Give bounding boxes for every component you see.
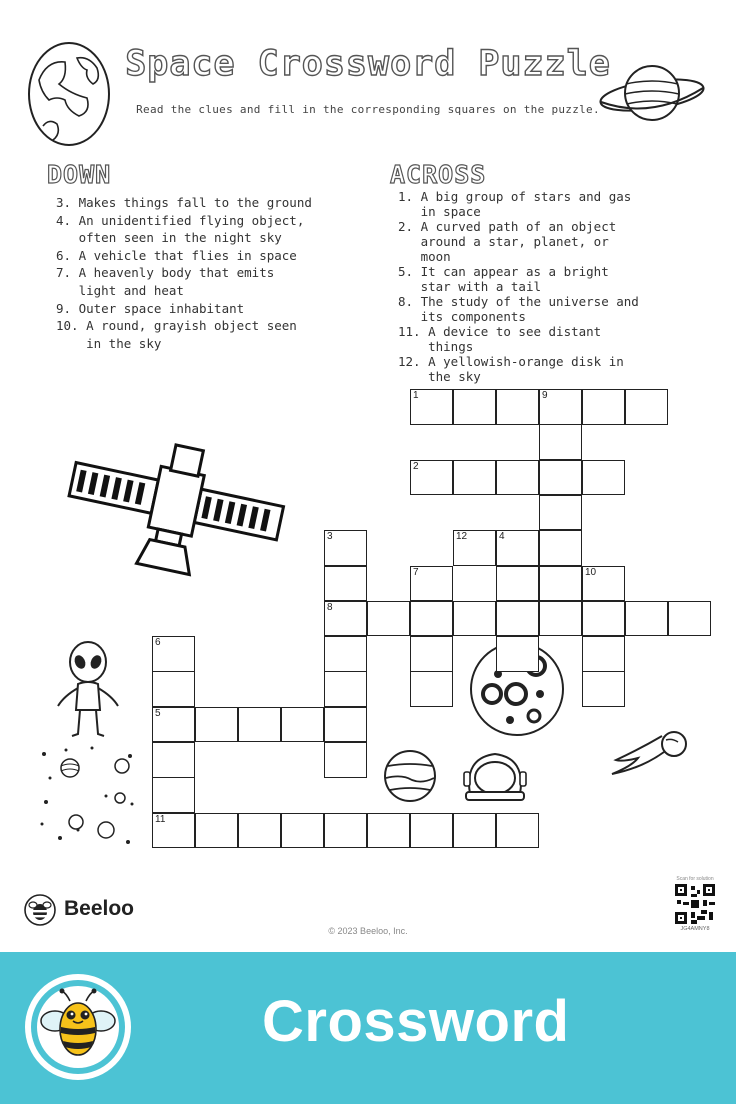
cell-number: 11 <box>155 813 166 825</box>
cell-number: 1 <box>413 390 419 401</box>
bee-mascot-icon <box>22 971 134 1083</box>
cell-number: 6 <box>155 637 161 649</box>
crossword-cell[interactable] <box>539 530 582 566</box>
crossword-cell[interactable] <box>496 389 539 425</box>
cell-number: 4 <box>499 531 505 543</box>
down-clue-9 <box>56 300 318 318</box>
clue-number: 12. <box>398 354 421 369</box>
crossword-cell[interactable] <box>152 813 195 849</box>
qr-code-icon[interactable] <box>675 884 715 924</box>
down-clue-4 <box>56 212 318 247</box>
crossword-cell[interactable] <box>496 460 539 496</box>
cell-number: 3 <box>327 531 333 543</box>
clue-number: 5. <box>398 264 414 279</box>
crossword-cell[interactable] <box>367 601 410 637</box>
crossword-cell[interactable] <box>324 636 367 672</box>
clue-number: 3. <box>56 195 72 210</box>
qr-code-text: JG4AMNY8 <box>680 926 710 932</box>
clue-number: 1. <box>398 189 414 204</box>
crossword-cell[interactable] <box>453 530 496 566</box>
stars-cluster-icon <box>36 744 140 848</box>
crossword-cell[interactable] <box>281 813 324 849</box>
crossword-cell[interactable] <box>152 707 195 743</box>
crossword-cell[interactable] <box>539 460 582 496</box>
crossword-cell[interactable] <box>582 460 625 496</box>
across-clue-12 <box>398 354 646 384</box>
across-clue-5 <box>398 264 646 294</box>
crossword-cell[interactable] <box>539 495 582 531</box>
down-clue-list <box>56 194 318 352</box>
cell-number: 10 <box>585 566 597 578</box>
crossword-cell[interactable] <box>453 389 496 425</box>
crossword-cell[interactable] <box>496 566 539 602</box>
crossword-cell[interactable] <box>625 601 668 637</box>
crossword-cell[interactable] <box>152 742 195 778</box>
crossword-cell[interactable] <box>238 813 281 849</box>
crossword-cell[interactable] <box>324 671 367 707</box>
clue-text: A yellowish-orange disk in the sky <box>428 354 624 384</box>
page-title: Space Crossword Puzzle <box>125 44 611 84</box>
crossword-cell[interactable] <box>496 530 539 566</box>
crossword-cell[interactable] <box>496 601 539 637</box>
striped-planet-icon <box>382 748 438 804</box>
page-subtitle: Read the clues and fill in the corresponding squares on the puzzle. <box>136 103 600 116</box>
crossword-cell[interactable] <box>582 389 625 425</box>
crossword-cell[interactable] <box>367 813 410 849</box>
across-clue-list <box>398 189 646 384</box>
cell-number: 12 <box>456 531 468 543</box>
cell-number: 8 <box>327 601 333 613</box>
clue-text: It can appear as a bright star with a tail <box>420 264 609 294</box>
across-clue-1 <box>398 189 646 219</box>
crossword-cell[interactable] <box>582 636 625 672</box>
clue-text: Outer space inhabitant <box>78 300 245 316</box>
cell-number: 7 <box>413 566 419 578</box>
down-clue-6 <box>56 247 318 265</box>
across-heading: ACROSS <box>390 160 487 189</box>
crossword-cell[interactable] <box>152 671 195 707</box>
helmet-icon <box>462 748 528 804</box>
crossword-cell[interactable] <box>582 601 625 637</box>
clue-text: A round, grayish object seen in the sky <box>86 318 297 351</box>
crossword-cell[interactable] <box>238 707 281 743</box>
crossword-cell[interactable] <box>324 566 367 602</box>
crossword-cell[interactable] <box>195 707 238 743</box>
across-clue-8 <box>398 294 646 324</box>
across-clue-2 <box>398 219 646 264</box>
across-clue-11 <box>398 324 646 354</box>
crossword-cell[interactable] <box>152 777 195 813</box>
crossword-cell[interactable] <box>324 742 367 778</box>
clue-number: 6. <box>56 247 72 263</box>
crossword-cell[interactable] <box>152 636 195 672</box>
copyright-text: © 2023 Beeloo, Inc. <box>328 926 408 936</box>
clue-text: A big group of stars and gas in space <box>420 189 632 219</box>
crossword-cell[interactable] <box>410 671 453 707</box>
clue-number: 7. <box>56 265 72 281</box>
crossword-cell[interactable] <box>410 566 453 602</box>
crossword-cell[interactable] <box>324 707 367 743</box>
clue-text: A curved path of an object around a star, planet, or moon <box>420 219 617 264</box>
crossword-cell[interactable] <box>582 671 625 707</box>
beeloo-logo-icon <box>24 894 56 926</box>
clue-text: A device to see distant things <box>428 324 602 354</box>
down-clue-7 <box>56 264 318 299</box>
crossword-cell[interactable] <box>324 530 367 566</box>
clue-text: An unidentified flying object, often seen in the night sky <box>78 212 305 246</box>
clue-number: 2. <box>398 219 414 234</box>
clue-text: A vehicle that flies in space <box>78 247 297 263</box>
crossword-cell[interactable] <box>410 813 453 849</box>
clue-number: 4. <box>56 212 72 228</box>
crossword-cell[interactable] <box>582 566 625 602</box>
brand-name: Beeloo <box>64 897 135 920</box>
crossword-cell[interactable] <box>496 813 539 849</box>
crossword-cell[interactable] <box>410 601 453 637</box>
clue-text: A heavenly body that emits light and heat <box>78 265 275 298</box>
crossword-cell[interactable] <box>410 460 453 496</box>
clue-number: 11. <box>398 324 421 339</box>
crossword-cell[interactable] <box>324 813 367 849</box>
footer-band-label: Crossword <box>262 989 570 1054</box>
crossword-cell[interactable] <box>625 389 668 425</box>
down-clue-10 <box>56 317 318 352</box>
crossword-cell[interactable] <box>410 389 453 425</box>
crossword-cell[interactable] <box>539 601 582 637</box>
crossword-cell[interactable] <box>324 601 367 637</box>
clue-number: 8. <box>398 294 414 309</box>
clue-number: 9. <box>56 300 72 316</box>
clue-text: Makes things fall to the ground <box>78 195 312 210</box>
crossword-cell[interactable] <box>410 636 453 672</box>
crossword-cell[interactable] <box>453 601 496 637</box>
cell-number: 2 <box>413 460 419 472</box>
crossword-cell[interactable] <box>281 707 324 743</box>
crossword-cell[interactable] <box>539 424 582 460</box>
moon-icon <box>468 640 566 738</box>
crossword-cell[interactable] <box>539 389 582 425</box>
crossword-cell[interactable] <box>195 813 238 849</box>
qr-caption: Scan for solution <box>676 876 714 882</box>
satellite-icon <box>62 440 286 584</box>
comet-icon <box>608 728 690 786</box>
crossword-cell[interactable] <box>668 601 711 637</box>
clue-text: The study of the universe and its components <box>420 294 639 324</box>
crossword-cell[interactable] <box>453 460 496 496</box>
clue-number: 10. <box>56 318 79 334</box>
alien-icon <box>50 640 126 740</box>
down-clue-3 <box>56 194 318 212</box>
crossword-cell[interactable] <box>539 566 582 602</box>
crossword-cell[interactable] <box>453 813 496 849</box>
cell-number: 5 <box>155 707 161 719</box>
down-heading: DOWN <box>47 160 112 189</box>
cell-number: 9 <box>542 390 548 401</box>
